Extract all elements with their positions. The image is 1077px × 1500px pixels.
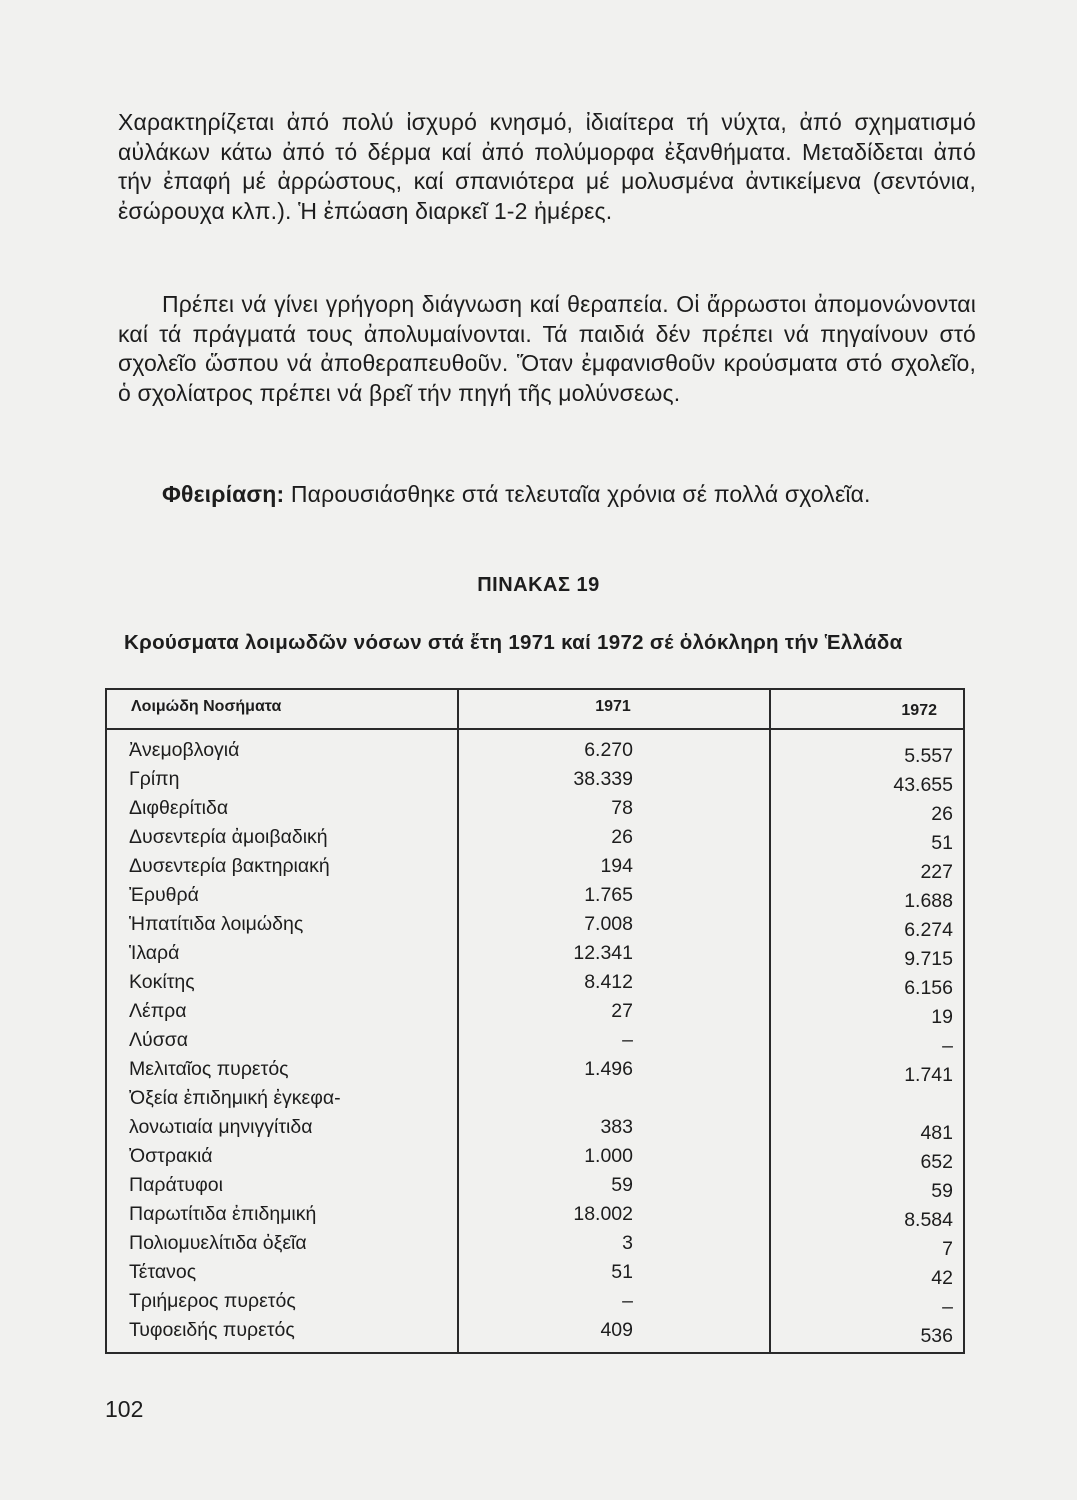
table-row (107, 910, 963, 939)
cases-1971: 27 (611, 1000, 633, 1022)
paragraph-treatment (118, 290, 976, 408)
disease-name: Ἀνεμοβλογιά (129, 739, 240, 761)
cases-1972: 51 (931, 832, 953, 854)
table-row (107, 1316, 963, 1345)
paragraph-treatment-text: Πρέπει νά γίνει γρήγορη διάγνωση καί θεραπεία. Οἱ ἄρρωστοι ἀπομονώνονται καί τά πράγματά τους ἀπολυμαίνονται. Τά παιδιά δέν πρέπει νά πηγαίνουν στό σχολεῖο ὥσπου νά ἀποθεραπευθοῦν. Ὅταν ἐμφανισθοῦν κρούσματα στό σχολεῖο, ὁ σχολίατρος πρέπει νά βρεῖ τήν πηγή τῆς μολύνσεως. (118, 291, 976, 406)
cases-1972: 7 (942, 1238, 953, 1260)
cases-1972: 481 (920, 1122, 953, 1144)
cases-1971: – (622, 1029, 633, 1051)
cases-1972: 1.741 (904, 1064, 953, 1086)
table-row (107, 1287, 963, 1316)
table-row (107, 736, 963, 765)
table-row (107, 1084, 963, 1142)
cases-1972: 26 (931, 803, 953, 825)
table-row (107, 1026, 963, 1055)
cases-1971: 1.765 (584, 884, 633, 906)
cases-1971: 59 (611, 1174, 633, 1196)
disease-name: Λύσσα (129, 1029, 189, 1051)
table-row (107, 1258, 963, 1287)
cases-1971: 7.008 (584, 913, 633, 935)
disease-name: Παρωτίτιδα ἐπιδημική (129, 1203, 317, 1225)
header-divider (107, 728, 963, 730)
table-row (107, 1171, 963, 1200)
cases-1972: 227 (920, 861, 953, 883)
cases-1971: 18.002 (573, 1203, 633, 1225)
cases-1972: 42 (931, 1267, 953, 1289)
disease-name: Ἡπατίτιδα λοιμώδης (129, 913, 304, 935)
cases-1972: 43.655 (893, 774, 953, 796)
disease-table (105, 688, 965, 1354)
cases-1972: – (942, 1296, 953, 1318)
cases-1972: 536 (920, 1325, 953, 1347)
cases-1971: 78 (611, 797, 633, 819)
table-row (107, 881, 963, 910)
cases-1971: 383 (600, 1116, 633, 1138)
cases-1972: 19 (931, 1006, 953, 1028)
cases-1971: 12.341 (573, 942, 633, 964)
column-header-disease: Λοιμώδη Νοσήματα (131, 698, 282, 715)
disease-name: Διφθερίτιδα (129, 797, 229, 819)
cases-1972: 652 (920, 1151, 953, 1173)
table-row (107, 794, 963, 823)
cases-1972: 6.156 (904, 977, 953, 999)
cases-1971: 1.000 (584, 1145, 633, 1167)
disease-name: Ἱλαρά (129, 942, 180, 964)
paragraph-lice-label: Φθειρίαση: (162, 481, 285, 507)
disease-name: Κοκίτης (129, 971, 195, 993)
disease-name: Τριήμερος πυρετός (129, 1290, 296, 1312)
table-row (107, 968, 963, 997)
table-row (107, 765, 963, 794)
cases-1971: – (622, 1290, 633, 1312)
disease-name: Ὀστρακιά (129, 1145, 213, 1167)
disease-name: Πολιομυελίτιδα ὀξεῖα (129, 1232, 307, 1254)
cases-1972: 6.274 (904, 919, 953, 941)
cases-1971: 1.496 (584, 1058, 633, 1080)
disease-name: Γρίπη (129, 768, 180, 790)
page-number: 102 (105, 1396, 144, 1422)
disease-name: Δυσεντερία βακτηριακή (129, 855, 330, 877)
table-row (107, 997, 963, 1026)
cases-1972: – (942, 1035, 953, 1057)
cases-1971: 6.270 (584, 739, 633, 761)
cases-1972: 59 (931, 1180, 953, 1202)
disease-name: Δυσεντερία ἀμοιβαδική (129, 826, 328, 848)
table-row (107, 939, 963, 968)
disease-name: Ὀξεία ἐπιδημική ἐγκεφα- λονωτιαία μηνιγγίτιδα (129, 1087, 341, 1138)
table-heading: ΠΙΝΑΚΑΣ 19 (477, 574, 600, 596)
disease-name: Μελιταῖος πυρετός (129, 1058, 289, 1080)
table-row (107, 823, 963, 852)
table-row (107, 1142, 963, 1171)
disease-name: Ἐρυθρά (129, 884, 199, 906)
disease-name: Τέτανος (129, 1261, 197, 1283)
disease-name: Λέπρα (129, 1000, 187, 1022)
cases-1972: 9.715 (904, 948, 953, 970)
table-body (107, 736, 963, 1345)
cases-1971: 409 (600, 1319, 633, 1341)
disease-name: Τυφοειδής πυρετός (129, 1319, 295, 1341)
column-header-1972: 1972 (901, 702, 937, 719)
cases-1971: 26 (611, 826, 633, 848)
column-header-1971: 1971 (595, 698, 631, 715)
cases-1971: 51 (611, 1261, 633, 1283)
cases-1971: 8.412 (584, 971, 633, 993)
cases-1972: 1.688 (904, 890, 953, 912)
table-row (107, 852, 963, 881)
table-row (107, 1229, 963, 1258)
disease-name: Παράτυφοι (129, 1174, 223, 1196)
table-caption: Κρούσματα λοιμωδῶν νόσων στά ἔτη 1971 καί 1972 σέ ὁλόκληρη τήν Ἑλλάδα (124, 631, 903, 654)
paragraph-lice (118, 480, 976, 510)
paragraph-lice-text: Παρουσιάσθηκε στά τελευταῖα χρόνια σέ πολλά σχολεῖα. (290, 481, 871, 507)
table-row (107, 1055, 963, 1084)
cases-1971: 3 (622, 1232, 633, 1254)
cases-1972: 5.557 (904, 745, 953, 767)
cases-1972: 8.584 (904, 1209, 953, 1231)
paragraph-symptoms: Χαρακτηρίζεται ἀπό πολύ ἰσχυρό κνησμό, ἰδιαίτερα τή νύχτα, ἀπό σχηματισμό αὐλάκων κάτω ἀπό τό δέρμα καί ἀπό πολύμορφα ἐξανθήματα. Μεταδίδεται ἀπό τήν ἐπαφή μέ ἀρρώστους, καί σπανιότερα μέ μολυσμένα ἀντικείμενα (σεντόνια, ἐσώρουχα κλπ.). Ἡ ἐπώαση διαρκεῖ 1-2 ἡμέρες. (118, 109, 976, 224)
cases-1971: 38.339 (573, 768, 633, 790)
table-row (107, 1200, 963, 1229)
cases-1971: 194 (600, 855, 633, 877)
